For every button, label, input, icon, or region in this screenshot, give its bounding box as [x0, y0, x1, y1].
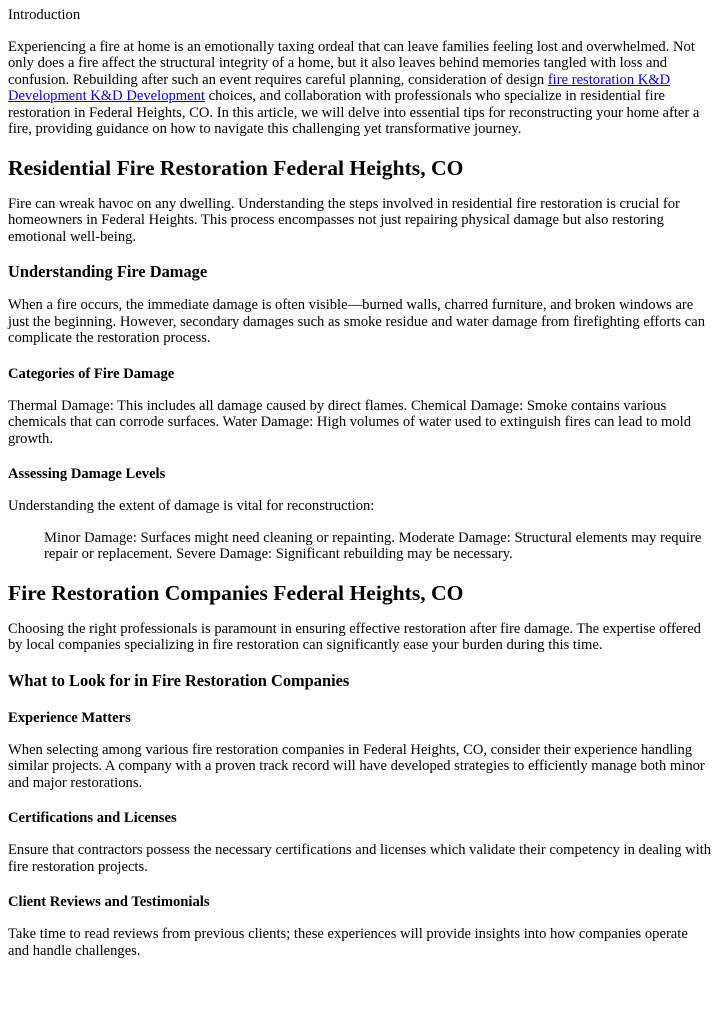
intro-paragraph: [8, 39, 712, 138]
intro-text-before-link: Experiencing a fire at home is an emotionally taxing ordeal that can leave families feeling lost and overwhelmed. Not only does a fire affect the structural integrity of a home, but it also leaves behind memories tangled with loss and confusion. Rebuilding after such an event requires careful planning, consideration of design: [8, 38, 695, 88]
fire-restoration-companies-heading: Fire Restoration Companies Federal Heights, CO: [8, 580, 464, 605]
fire-restoration-link[interactable]: fire restoration K&D Development K&D Development: [8, 71, 671, 104]
residential-fire-restoration-heading: Residential Fire Restoration Federal Heights, CO: [8, 155, 464, 180]
categories-heading: Categories of Fire Damage: [8, 365, 175, 382]
categories-paragraph: Thermal Damage: This includes all damage caused by direct flames. Chemical Damage: Smoke contains various chemicals that can corrode surfaces. Water Damage: High volumes of water used to extinguish fires can lead to mold growth.: [8, 397, 692, 447]
intro-label: Introduction: [8, 7, 81, 23]
understanding-fire-damage-heading: Understanding Fire Damage: [8, 262, 208, 281]
experience-paragraph: When selecting among various fire restoration companies in Federal Heights, CO, consider their experience handling similar projects. A company with a proven track record will have developed strategies to efficiently manage both minor and major restorations.: [8, 741, 705, 791]
what-to-look-for-heading: What to Look for in Fire Restoration Companies: [8, 670, 350, 690]
certifications-paragraph: Ensure that contractors possess the necessary certifications and licenses which validate their competency in dealing with fire restoration projects.: [8, 842, 712, 875]
companies-paragraph: Choosing the right professionals is paramount in ensuring effective restoration after fire damage. The expertise offered by local companies specializing in fire restoration can significantly ease your burden during this time.: [8, 620, 701, 653]
residential-paragraph: Fire can wreak havoc on any dwelling. Understanding the steps involved in residential fire restoration is crucial for homeowners in Federal Heights. This process encompasses not just repairing physical damage but also restoring emotional well-being.: [8, 195, 680, 245]
damage-levels-quote: Minor Damage: Surfaces might need cleaning or repainting. Moderate Damage: Structural elements may require repair or replacement. Severe Damage: Significant rebuilding may be necessary.: [44, 529, 702, 562]
assessing-paragraph: Understanding the extent of damage is vital for reconstruction:: [8, 498, 375, 514]
certifications-heading: Certifications and Licenses: [8, 810, 177, 826]
reviews-paragraph: Take time to read reviews from previous clients; these experiences will provide insights into how companies operate and handle challenges.: [8, 926, 688, 959]
intro-text-after-link: choices, and collaboration with professionals who specialize in residential fire restoration in Federal Heights, CO. In this article, we will delve into essential tips for reconstructing your home after a fire, providing guidance on how to navigate this challenging yet transformative journey.: [8, 88, 700, 137]
assessing-heading: Assessing Damage Levels: [8, 466, 166, 482]
understanding-fire-damage-paragraph: When a fire occurs, the immediate damage is often visible—burned walls, charred furniture, and broken windows are just the beginning. However, secondary damages such as smoke residue and water damage from firefighting efforts can complicate the restoration process.: [8, 297, 705, 346]
experience-heading: Experience Matters: [8, 709, 131, 726]
reviews-heading: Client Reviews and Testimonials: [8, 894, 210, 910]
